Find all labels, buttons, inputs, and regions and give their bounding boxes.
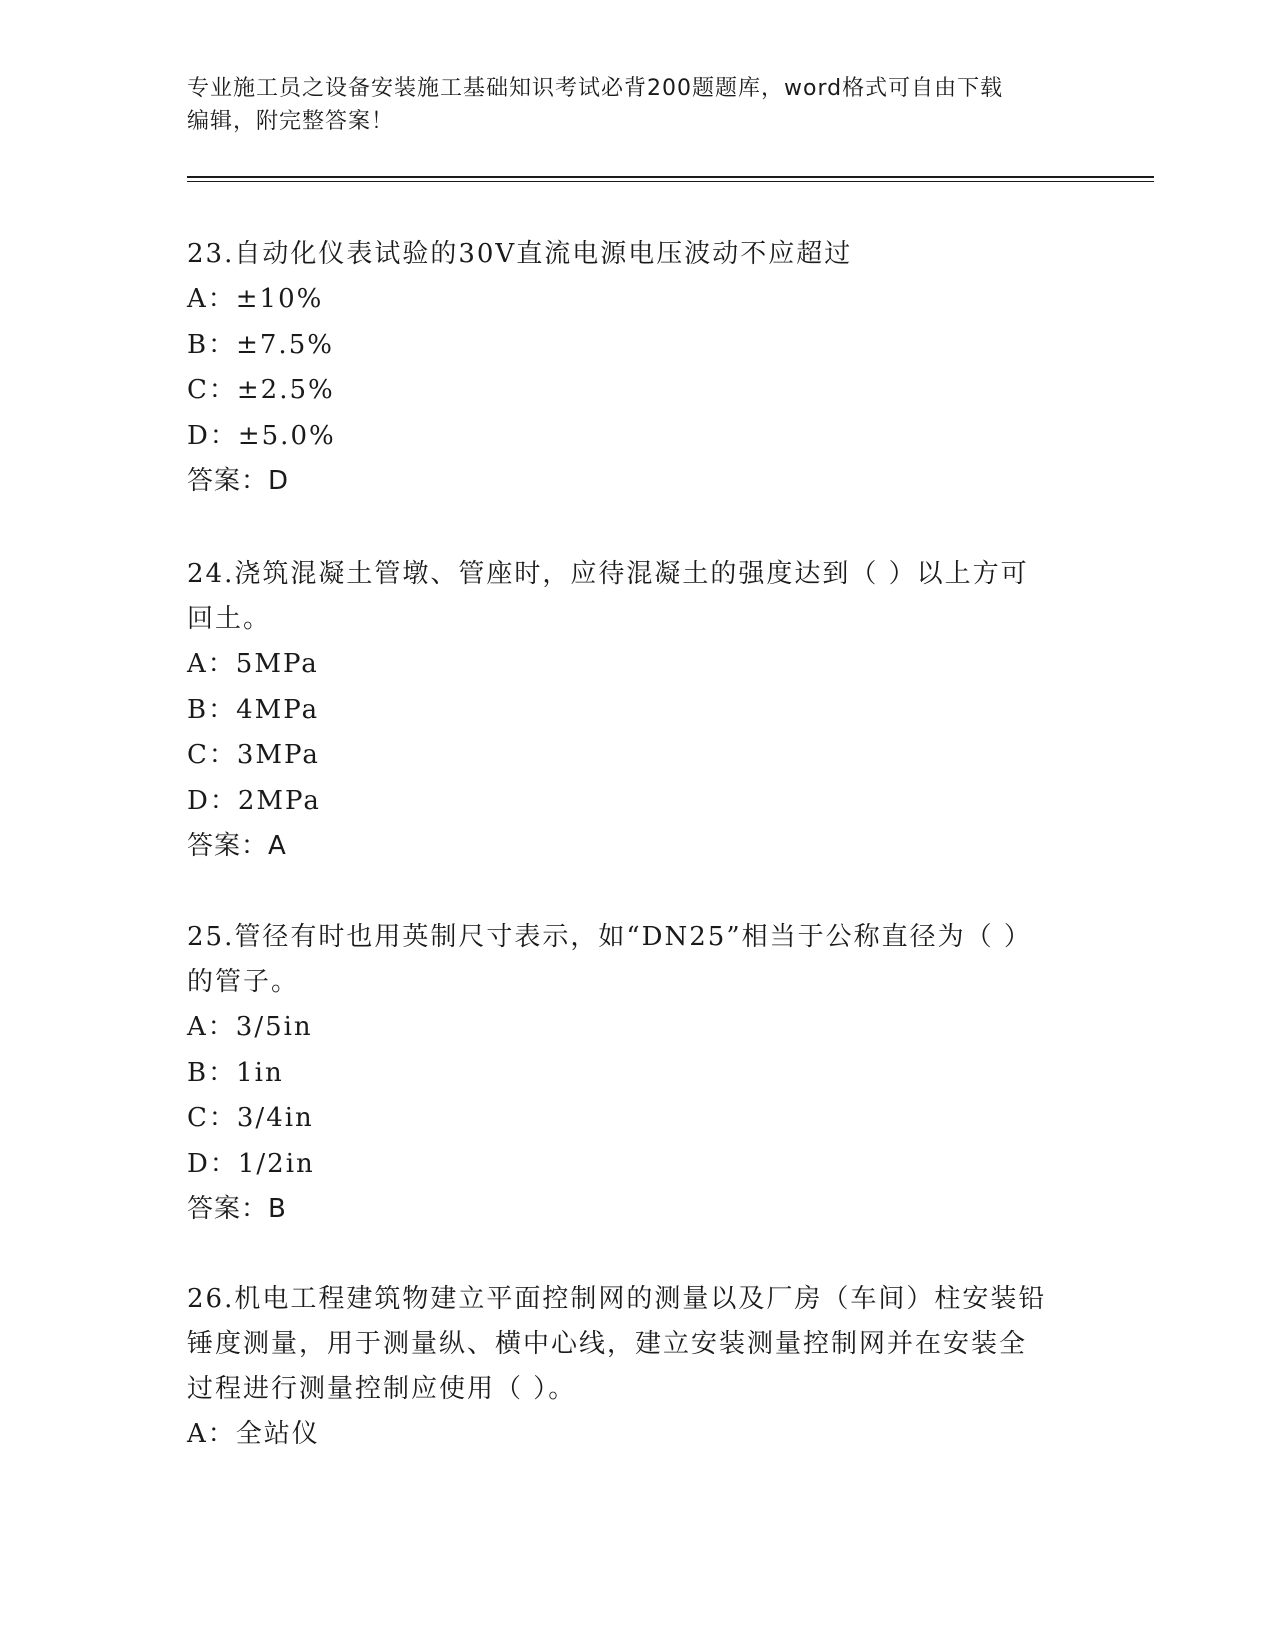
option-b: B：4MPa	[187, 694, 320, 725]
option-d: D：2MPa	[187, 785, 321, 816]
option-a: A：全站仪	[187, 1419, 320, 1449]
document-header	[187, 72, 1067, 138]
header-divider-thin	[187, 181, 1154, 182]
answer: 答案：D	[187, 466, 290, 496]
option-a: A：3/5in	[187, 1012, 313, 1042]
question-26	[187, 1277, 1087, 1458]
question-25	[187, 915, 1087, 1231]
option-b: B：±7.5%	[187, 329, 334, 360]
question-stem: 26.机电工程建筑物建立平面控制网的测量以及厂房（车间）柱安装铅	[187, 1284, 1047, 1314]
question-stem-continued: 回土。	[187, 604, 272, 634]
question-stem: 23.自动化仪表试验的30V直流电源电压波动不应超过	[187, 239, 853, 269]
option-b: B：1in	[187, 1057, 284, 1088]
question-23	[187, 232, 1087, 503]
question-stem: 24.浇筑混凝土管墩、管座时，应待混凝土的强度达到（ ）以上方可	[187, 559, 1029, 589]
option-d: D：1/2in	[187, 1148, 315, 1179]
answer: 答案：B	[187, 1194, 287, 1224]
answer: 答案：A	[187, 831, 287, 861]
option-c: C：3/4in	[187, 1103, 314, 1133]
question-stem-continued: 锤度测量，用于测量纵、横中心线，建立安装测量控制网并在安装全	[187, 1329, 1028, 1359]
question-stem-continued: 的管子。	[187, 967, 300, 997]
question-24	[187, 552, 1087, 868]
header-title-line-1: 专业施工员之设备安装施工基础知识考试必背200题题库，word格式可自由下载	[187, 76, 1004, 101]
option-d: D：±5.0%	[187, 420, 336, 451]
option-a: A：5MPa	[187, 649, 319, 679]
option-a: A：±10%	[187, 284, 324, 314]
option-c: C：3MPa	[187, 740, 320, 770]
question-stem: 25.管径有时也用英制尺寸表示，如“DN25”相当于公称直径为（ ）	[187, 922, 1032, 952]
option-c: C：±2.5%	[187, 375, 335, 405]
question-stem-continued: 过程进行测量控制应使用（ ）。	[187, 1374, 577, 1404]
header-title-line-2: 编辑，附完整答案！	[187, 109, 395, 134]
header-divider-thick	[187, 176, 1154, 178]
